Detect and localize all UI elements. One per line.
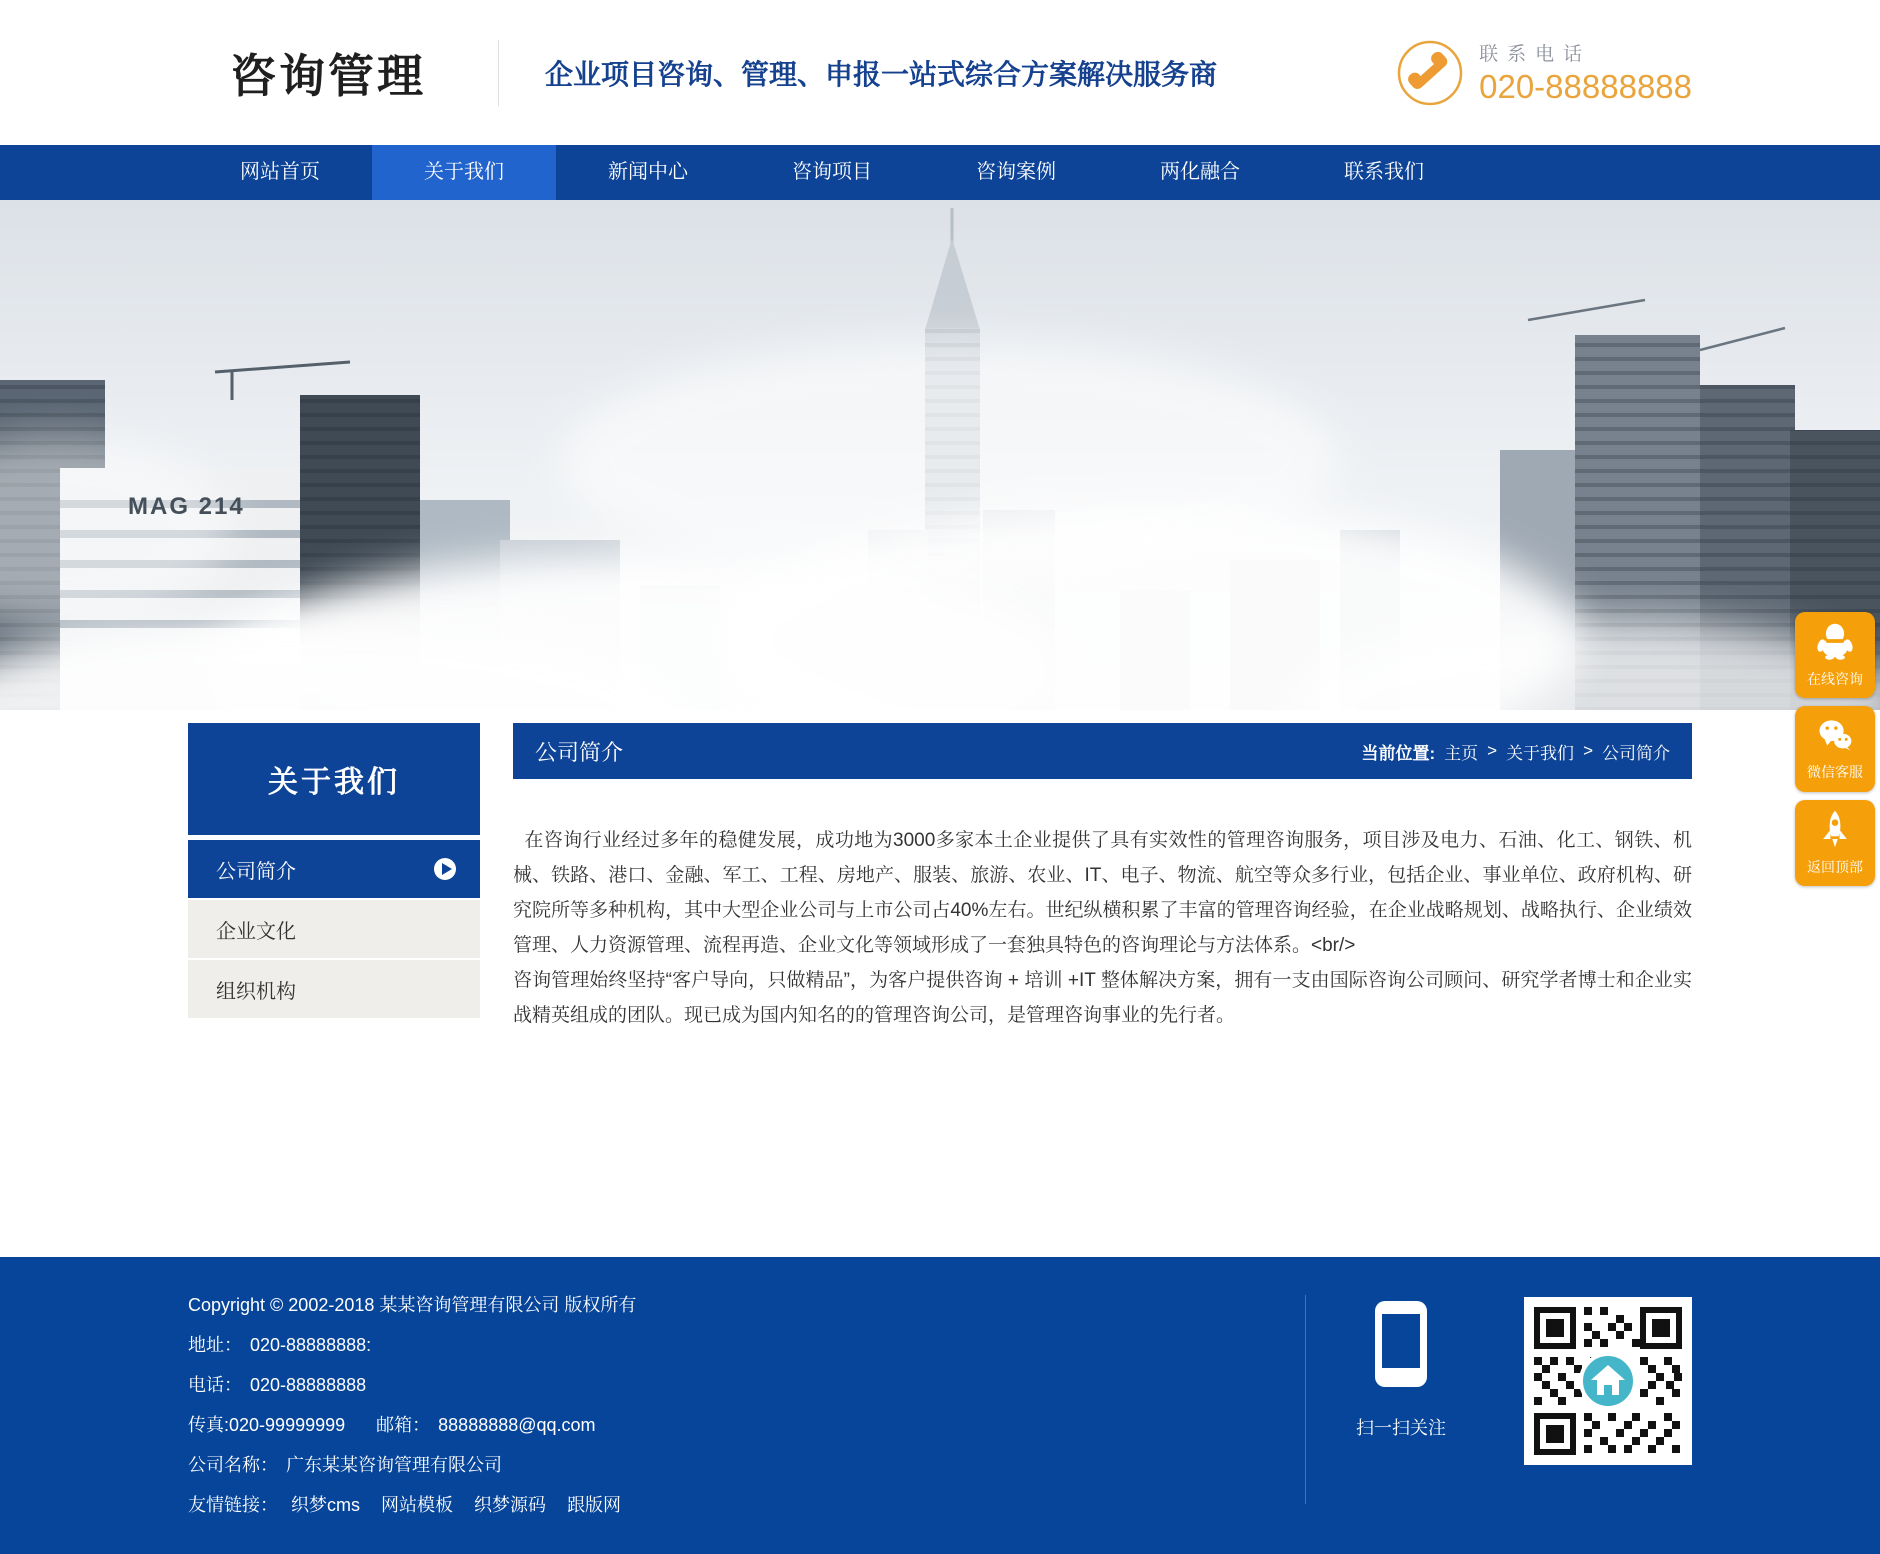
footer-fax-label: 传真: [188,1415,230,1435]
nav-item-news[interactable]: 新闻中心 [608,161,688,183]
nav-item-contact[interactable]: 联系我们 [1344,161,1424,183]
mobile-phone-icon [1372,1299,1430,1394]
article-paragraph: 在咨询行业经过多年的稳健发展，成功地为3000多家本土企业提供了具有实效性的管理咨询服务，项目涉及电力、石油、化工、钢铁、机械、铁路、港口、金融、军工、工程、房地产、服装、旅游、农业、IT、电子、物流、航空等众多行业，包括企业、事业单位、政府机构、研究院所等多种机构，其中大型企业公司与上市公司占40%左右。世纪纵横积累了丰富的管理咨询经验，在企业战略规划、战略执行、企业绩效管理、人力资源管理、流程再造、企业文化等领域形成了一套独具特色的咨询理论与方法体系。<br/> [513,830,1692,956]
sidebar-item-label: 公司简介 [216,860,296,883]
friend-links-label: 友情链接： [188,1495,278,1515]
cityscape-illustration [0,200,1880,710]
breadcrumb-separator: > [1487,741,1498,760]
footer-email-label: 邮箱： [376,1415,431,1435]
footer-address-label: 地址： [188,1335,242,1355]
rocket-icon [1814,809,1856,852]
footer-address-value: 020-88888888: [250,1335,372,1355]
nav-item-cases[interactable]: 咨询案例 [976,161,1056,183]
sidebar [188,723,480,1033]
building-sign-text: MAG 214 [128,493,245,520]
breadcrumb-link-profile[interactable]: 公司简介 [1602,743,1670,763]
contact-label: 联系电话 [1479,44,1592,65]
footer-tel-label: 电话： [188,1375,242,1395]
page-title: 公司简介 [535,739,624,765]
sidebar-title: 关于我们 [188,723,480,835]
footer-info [188,1285,1305,1554]
footer-address-line [188,1325,1305,1365]
content-header-bar [513,723,1692,779]
floating-toolbar [1795,612,1875,886]
back-to-top-button[interactable] [1795,800,1875,886]
breadcrumb-label: 当前位置: [1361,743,1436,763]
breadcrumb-link-home[interactable]: 主页 [1444,743,1479,763]
float-button-label: 在线咨询 [1807,671,1863,687]
nav-item-integration[interactable]: 两化融合 [1160,161,1240,183]
company-profile-article [513,823,1692,1033]
article-paragraph: 咨询管理始终坚持“客户导向，只做精品”，为客户提供咨询 + 培训 +IT 整体解决方案，拥有一支由国际咨询公司顾问、研究学者博士和企业实战精英组成的团队。现已成为国内知名的的管理咨询公司，是管理咨询事业的先行者。 [513,970,1692,1026]
hero-banner [0,200,1880,710]
footer-email-value: 88888888@qq.com [438,1415,596,1435]
footer-company-value: 广东某某咨询管理有限公司 [286,1455,502,1475]
sidebar-item-corporate-culture[interactable] [188,900,480,958]
footer-copyright: Copyright © 2002-2018 某某咨询管理有限公司 版权所有 [188,1295,637,1315]
online-consult-button[interactable] [1795,612,1875,698]
main-area [0,710,1880,1257]
sidebar-item-label: 企业文化 [216,920,296,943]
nav-item-home[interactable]: 网站首页 [240,161,320,183]
contact-phone-number: 020-88888888 [1479,68,1692,105]
sidebar-item-company-profile[interactable] [188,840,480,898]
phone-icon [1397,40,1463,106]
play-circle-icon [434,858,456,880]
header-contact [1397,39,1692,106]
footer-company-label: 公司名称： [188,1455,278,1475]
footer-friend-links [188,1485,1305,1525]
main-nav [0,145,1880,200]
footer-scan-block [1306,1285,1496,1554]
footer-company-line [188,1445,1305,1485]
nav-item-about[interactable]: 关于我们 [372,145,556,200]
scan-follow-label: 扫一扫关注 [1356,1418,1446,1438]
breadcrumb-link-about[interactable]: 关于我们 [1506,743,1575,763]
float-button-label: 微信客服 [1807,764,1863,780]
qr-code [1524,1297,1692,1465]
friend-link-genban[interactable]: 跟版网 [567,1495,622,1515]
site-header [0,0,1880,145]
breadcrumb-separator: > [1583,741,1593,760]
site-logo[interactable]: 咨询管理 [230,49,426,102]
content-section [513,723,1692,1033]
friend-link-source[interactable]: 织梦源码 [474,1495,547,1515]
wechat-service-button[interactable] [1795,706,1875,792]
friend-link-templates[interactable]: 网站模板 [381,1495,454,1515]
nav-item-projects[interactable]: 咨询项目 [792,161,872,183]
float-button-label: 返回顶部 [1807,859,1863,875]
site-footer [0,1257,1880,1554]
friend-link-dedecms[interactable]: 织梦cms [291,1495,361,1515]
footer-tel-line [188,1365,1305,1405]
footer-fax-email-line [188,1405,1305,1445]
footer-fax-value: 020-99999999 [229,1415,346,1435]
footer-tel-value: 020-88888888 [250,1375,367,1395]
sidebar-item-organization[interactable] [188,960,480,1018]
logo-divider [498,40,499,106]
breadcrumb [1361,739,1670,764]
wechat-icon [1814,716,1856,757]
qq-icon [1814,621,1856,664]
sidebar-item-label: 组织机构 [216,980,296,1003]
site-tagline: 企业项目咨询、管理、申报一站式综合方案解决服务商 [545,58,1218,90]
